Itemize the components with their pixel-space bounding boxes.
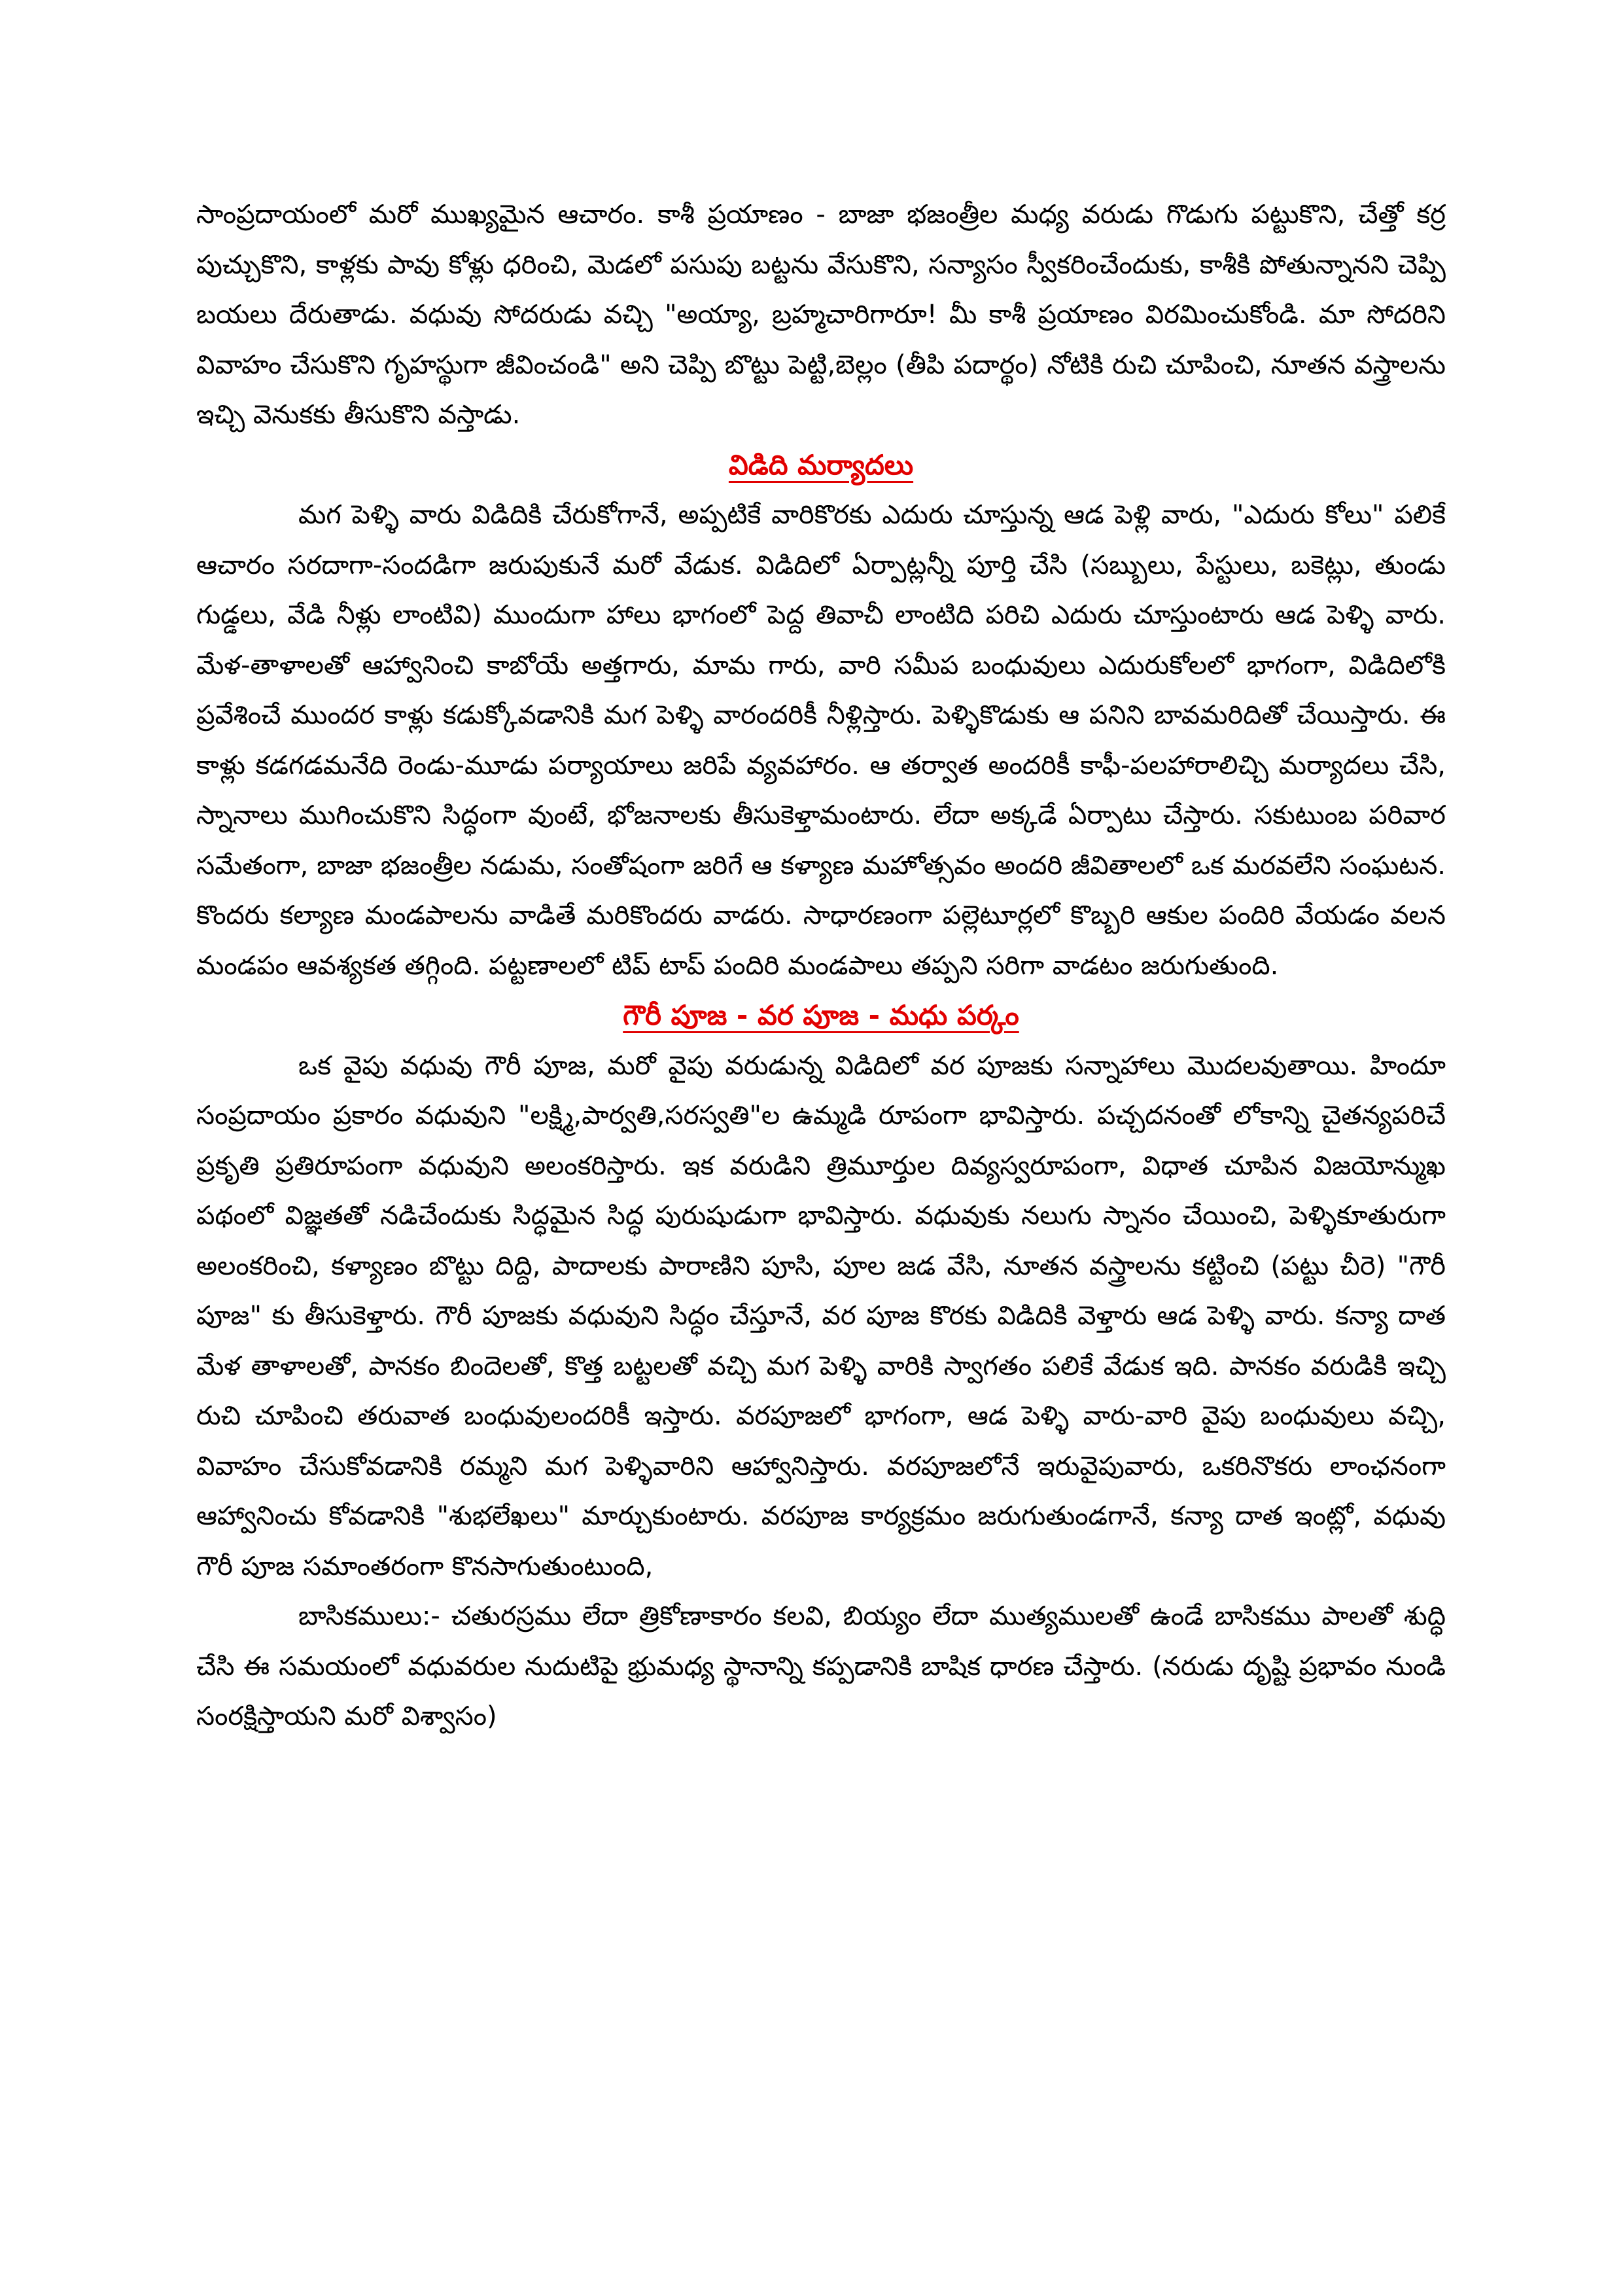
heading-gauri-pooja-text: గౌరీ పూజ - వర పూజ - మధు పర్కం <box>623 999 1019 1031</box>
paragraph-vididi: మగ పెళ్ళి వారు విడిదికి చేరుకోగానే, అప్పటికే వారికొరకు ఎదురు చూస్తున్న ఆడ పెళ్లి వారు, "ఎదురు కోలు" పలికే ఆచారం సరదాగా-సందడిగా జరుపుకునే మరో వేడుక. విడిదిలో ఏర్పాట్లన్నీ పూర్తి చేసి (సబ్బులు, పేస్టులు, బకెట్లు, తుండు గుడ్డలు, వేడి నీళ్లు లాంటివి) ముందుగా హాలు భాగంలో పెద్ద తివాచీ లాంటిది పరిచి ఎదురు చూస్తుంటారు ఆడ పెళ్ళి వారు. మేళ-తాళాలతో ఆహ్వానించి కాబోయే అత్తగారు, మామ గారు, వారి సమీప బంధువులు ఎదురుకోలలో భాగంగా, విడిదిలోకి ప్రవేశించే ముందర కాళ్లు కడుక్కోవడానికి మగ పెళ్ళి వారందరికీ నీళ్లిస్తారు. పెళ్ళికొడుకు ఆ పనిని బావమరిదితో చేయిస్తారు. ఈ కాళ్లు కడగడమనేది రెండు-మూడు పర్యాయాలు జరిపే వ్యవహారం. ఆ తర్వాత అందరికీ కాఫీ-పలహారాలిచ్చి మర్యాదలు చేసి, స్నానాలు ముగించుకొని సిద్ధంగా వుంటే, భోజనాలకు తీసుకెళ్తామంటారు. లేదా అక్కడే ఏర్పాటు చేస్తారు. సకుటుంబ పరివార సమేతంగా, బాజా భజంత్రీల నడుమ, సంతోషంగా జరిగే ఆ కళ్యాణ మహోత్సవం అందరి జీవితాలలో ఒక మరవలేని సంఘటన. కొందరు కల్యాణ మండపాలను వాడితే మరికొందరు వాడరు. సాధారణంగా పల్లెటూర్లలో కొబ్బరి ఆకుల పందిరి వేయడం వలన మండపం ఆవశ్యకత తగ్గింది. పట్టణాలలో టిప్ టాప్ పందిరి మండపాలు తప్పని సరిగా వాడటం జరుగుతుంది. <box>196 500 1446 981</box>
paragraph-gauri-pooja: ఒక వైపు వధువు గౌరీ పూజ, మరో వైపు వరుడున్న విడిదిలో వర పూజకు సన్నాహాలు మొదలవుతాయి. హిందూ సంప్రదాయం ప్రకారం వధువుని "లక్ష్మి,పార్వతి,సరస్వతి"ల ఉమ్మడి రూపంగా భావిస్తారు. పచ్చదనంతో లోకాన్ని చైతన్యపరిచే ప్రకృతి ప్రతిరూపంగా వధువుని అలంకరిస్తారు. ఇక వరుడిని త్రిమూర్తుల దివ్యస్వరూపంగా, విధాత చూపిన విజయోన్ముఖ పథంలో విజ్ఞతతో నడిచేందుకు సిద్ధమైన సిద్ధ పురుషుడుగా భావిస్తారు. వధువుకు నలుగు స్నానం చేయించి, పెళ్ళికూతురుగా అలంకరించి, కళ్యాణం బొట్టు దిద్ది, పాదాలకు పారాణిని పూసి, పూల జడ వేసి, నూతన వస్త్రాలను కట్టించి (పట్టు చీరె) "గౌరీ పూజ" కు తీసుకెళ్తారు. గౌరీ పూజకు వధువుని సిద్ధం చేస్తూనే, వర పూజ కొరకు విడిదికి వెళ్తారు ఆడ పెళ్ళి వారు. కన్యా దాత మేళ తాళాలతో, పానకం బిందెలతో, కొత్త బట్టలతో వచ్చి మగ పెళ్ళి వారికి స్వాగతం పలికే వేడుక ఇది. పానకం వరుడికి ఇచ్చి రుచి చూపించి తరువాత బంధువులందరికీ ఇస్తారు. వరపూజలో భాగంగా, ఆడ పెళ్ళి వారు-వారి వైపు బంధువులు వచ్చి, వివాహం చేసుకోవడానికి రమ్మని మగ పెళ్ళివారిని ఆహ్వానిస్తారు. వరపూజలోనే ఇరువైపువారు, ఒకరినొకరు లాంఛనంగా ఆహ్వానించు కోవడానికి "శుభలేఖలు" మార్చుకుంటారు. వరపూజ కార్యక్రమం జరుగుతుండగానే, కన్యా దాత ఇంట్లో, వధువు గౌరీ పూజ సమాంతరంగా కొనసాగుతుంటుంది, <box>196 1050 1446 1581</box>
document-page <box>196 190 1446 1742</box>
heading-gauri-pooja <box>196 991 1446 1041</box>
heading-vididi-maryadalu-text: విడిది మర్యాదలు <box>728 448 914 481</box>
paragraph-basikamulu: బాసికములు:- చతురస్రము లేదా త్రికోణాకారం కలవి, బియ్యం లేదా ముత్యములతో ఉండే బాసికము పాలతో శుద్ధి చేసి ఈ సమయంలో వధువరుల నుదుటిపై భ్రుమధ్య స్థానాన్ని కప్పడానికి బాషిక ధారణ చేస్తారు. (నరుడు దృష్టి ప్రభావం నుండి సంరక్షిస్తాయని మరో విశ్వాసం) <box>196 1601 1446 1731</box>
heading-vididi-maryadalu <box>196 440 1446 491</box>
paragraph-kashi-yatra: సాంప్రదాయంలో మరో ముఖ్యమైన ఆచారం. కాశీ ప్రయాణం - బాజా భజంత్రీల మధ్య వరుడు గొడుగు పట్టుకొని, చేత్తో కర్ర పుచ్చుకొని, కాళ్లకు పావు కోళ్లు ధరించి, మెడలో పసుపు బట్టను వేసుకొని, సన్యాసం స్వీకరించేందుకు, కాశీకి పోతున్నానని చెప్పి బయలు దేరుతాడు. వధువు సోదరుడు వచ్చి "అయ్యా, బ్రహ్మచారిగారూ! మీ కాశీ ప్రయాణం విరమించుకోండి. మా సోదరిని వివాహం చేసుకొని గృహస్థుగా జీవించండి" అని చెప్పి బొట్టు పెట్టి,బెల్లం (తీపి పదార్థం) నోటికి రుచి చూపించి, నూతన వస్త్రాలను ఇచ్చి వెనుకకు తీసుకొని వస్తాడు. <box>196 200 1446 430</box>
